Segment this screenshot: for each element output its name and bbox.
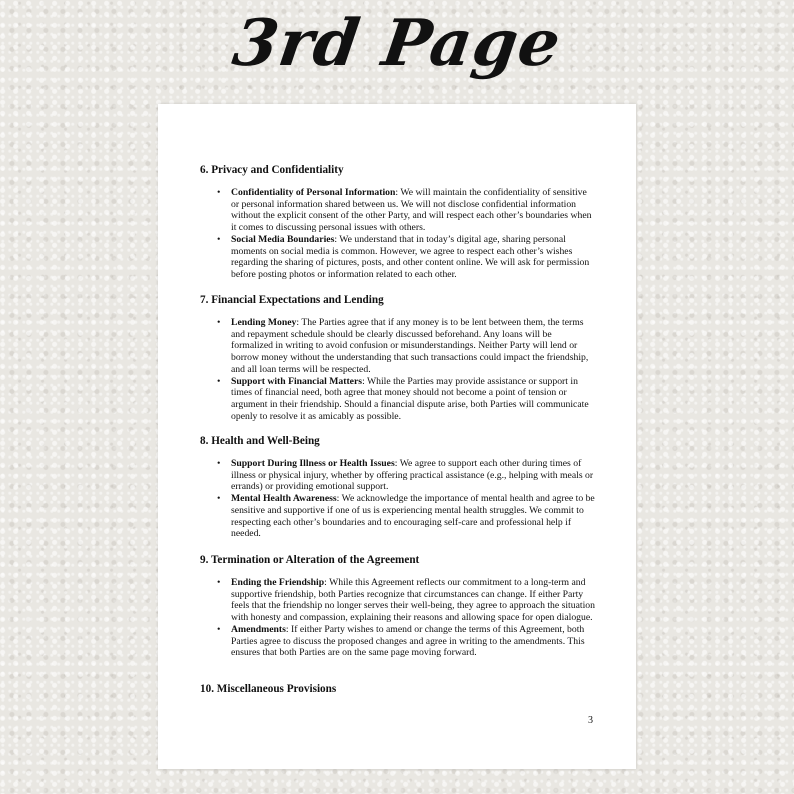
bullet-icon: •	[217, 317, 221, 328]
section-heading: 7. Financial Expectations and Lending	[200, 294, 384, 306]
section-privacy	[200, 164, 600, 281]
item-term: Support with Financial Matters	[231, 375, 363, 387]
list-item	[217, 375, 595, 423]
item-term: Mental Health Awareness	[231, 493, 337, 505]
bullet-icon: •	[217, 623, 221, 635]
bullet-list	[200, 187, 600, 281]
list-item	[217, 493, 595, 540]
item-term: Amendments	[231, 623, 286, 635]
list-item	[217, 577, 595, 624]
item-term: Lending Money	[231, 317, 297, 328]
section-heading: 8. Health and Well-Being	[200, 435, 320, 447]
bullet-icon: •	[217, 577, 221, 588]
section-miscellaneous	[200, 683, 600, 696]
list-item	[217, 623, 595, 659]
section-termination	[200, 554, 600, 659]
item-term: Support During Illness or Health Issues	[231, 458, 395, 469]
bullet-icon: •	[217, 458, 221, 469]
document-page	[158, 104, 636, 769]
item-text: : We agree to support each other during times of illness or physical injury, whether by offering practical assistance (e.g., helping with meals or errands) or providing emotional support.	[231, 458, 594, 493]
item-term: Confidentiality of Personal Information	[231, 187, 396, 198]
item-term: Social Media Boundaries	[231, 233, 335, 245]
bullet-icon: •	[217, 375, 221, 387]
section-health	[200, 435, 600, 540]
list-item	[217, 233, 595, 281]
bullet-list	[200, 577, 600, 659]
item-text: : The Parties agree that if any money is to be lent between them, the terms and repayment schedule should be clearly discussed beforehand. Any loans will be formalized in writing to avoid confusion or misunderstandings. Neither Party will lend or borrow money without the understanding that such transactions could impact the friendship, and all loan terms will be respected.	[231, 317, 589, 375]
list-item	[217, 317, 595, 376]
section-heading: 6. Privacy and Confidentiality	[200, 164, 344, 176]
bullet-list	[200, 317, 600, 422]
section-heading: 10. Miscellaneous Provisions	[200, 683, 337, 695]
item-text: : We acknowledge the importance of mental health and agree to be sensitive and supportive if one of us is experiencing mental health struggles. We commit to respecting each other’s boundaries and to encouraging self-care and professional help if needed.	[231, 493, 595, 540]
section-financial	[200, 294, 600, 422]
bullet-icon: •	[217, 187, 221, 198]
item-term: Ending the Friendship	[231, 577, 325, 588]
item-text: : We understand that in today’s digital age, sharing personal moments on social media is common. However, we agree to respect each other’s wishes regarding the sharing of pictures, posts, and other content online. We will ask for permission before posting photos or information related to each other.	[231, 233, 590, 280]
section-heading: 9. Termination or Alteration of the Agreement	[200, 554, 420, 566]
page-number: 3	[588, 715, 593, 726]
item-text: : If either Party wishes to amend or change the terms of this Agreement, both Parties agree to discuss the proposed changes and agree in writing to the amendments. This ensures that both Parties are on the same page moving forward.	[231, 623, 585, 659]
item-text: : While the Parties may provide assistance or support in times of financial need, both agree that money should not become a point of tension or argument in their friendship. Should a financial dispute arise, both Parties will communicate openly to resolve it as amicably as possible.	[231, 375, 589, 422]
list-item	[217, 458, 595, 493]
item-text: : We will maintain the confidentiality of sensitive or personal information shared between us. We will not disclose confidential information without the explicit consent of the other Party, and will respect each other’s boundaries when it comes to discussing personal issues with others.	[231, 187, 592, 234]
bullet-list	[200, 458, 600, 540]
item-text: : While this Agreement reflects our commitment to a long-term and supportive friendship, both Parties recognize that circumstances can change. If either Party feels that the friendship no longer serves their well-being, they agree to approach the situation with honesty and compassion, explaining their reasons and allowing space for open dialogue.	[231, 577, 595, 624]
list-item	[217, 187, 595, 234]
bullet-icon: •	[217, 493, 221, 505]
bullet-icon: •	[217, 233, 221, 245]
page-title: 3rd Page	[228, 6, 566, 81]
